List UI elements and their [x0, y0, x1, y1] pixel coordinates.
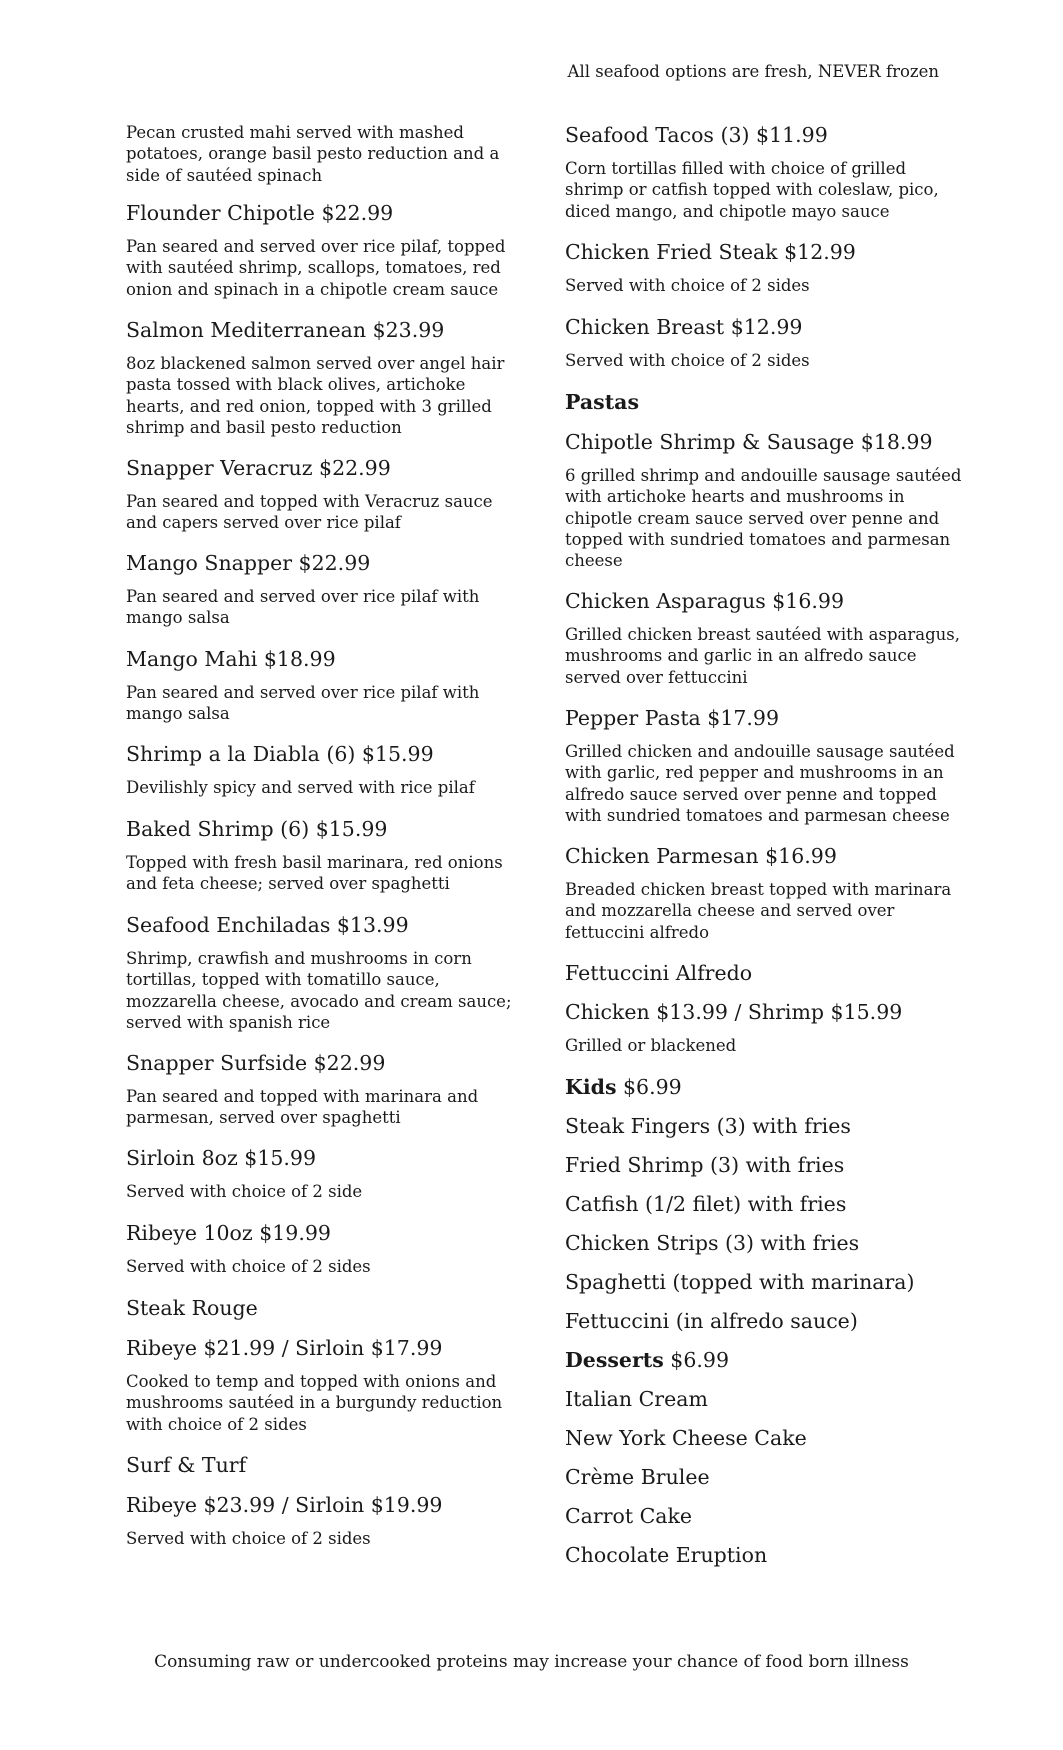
menu-item: [126, 1145, 516, 1202]
menu-item-desc: Grilled chicken breast sautéed with asparagus, mushrooms and garlic in an alfredo sauce served over fettuccini: [565, 625, 961, 687]
menu-item-title: Chicken $13.99 / Shrimp $15.99: [565, 1000, 903, 1024]
menu-item-title: Chipotle Shrimp & Sausage $18.99: [565, 430, 933, 454]
pasta-item: [565, 960, 965, 986]
dessert-item-title: Chocolate Eruption: [565, 1543, 768, 1567]
menu-item-pecan-mahi: [126, 122, 516, 186]
menu-item: [126, 1492, 516, 1549]
menu-item-title: Chicken Breast $12.99: [565, 315, 803, 339]
kids-item: [565, 1308, 965, 1334]
seafood-freshness-note: All seafood options are fresh, NEVER frozen: [567, 62, 939, 81]
dessert-item: [565, 1503, 965, 1529]
menu-item: [126, 646, 516, 725]
menu-item-desc: Pan seared and served over rice pilaf, topped with sautéed shrimp, scallops, tomatoes, red onion and spinach in a chipotle cream sauce: [126, 237, 506, 299]
menu-item-desc: Served with choice of 2 side: [126, 1182, 363, 1201]
menu-item: [126, 550, 516, 629]
menu-item: [126, 1295, 516, 1321]
dessert-item-title: New York Cheese Cake: [565, 1426, 807, 1450]
menu-item-title: Fettuccini Alfredo: [565, 961, 753, 985]
menu-item-desc: Shrimp, crawfish and mushrooms in corn tortillas, topped with tomatillo sauce, mozzarella cheese, avocado and cream sauce; served with spanish rice: [126, 949, 512, 1032]
menu-item-title: Chicken Asparagus $16.99: [565, 589, 844, 613]
menu-item: [126, 1452, 516, 1478]
kids-heading: [565, 1074, 965, 1100]
dessert-item: [565, 1425, 965, 1451]
kids-item-title: Fried Shrimp (3) with fries: [565, 1153, 845, 1177]
kids-item-title: Steak Fingers (3) with fries: [565, 1114, 851, 1138]
menu-item-desc: 8oz blackened salmon served over angel hair pasta tossed with black olives, artichoke hearts, and red onion, topped with 3 grilled shrimp and basil pesto reduction: [126, 354, 505, 437]
menu-item-desc: Served with choice of 2 sides: [565, 276, 810, 295]
menu-item-desc: Served with choice of 2 sides: [126, 1529, 371, 1548]
section-price: $6.99: [670, 1348, 729, 1372]
menu-item-desc: Topped with fresh basil marinara, red onions and feta cheese; served over spaghetti: [126, 853, 503, 894]
menu-item-desc: Cooked to temp and topped with onions and mushrooms sautéed in a burgundy reduction with choice of 2 sides: [126, 1372, 503, 1434]
menu-item-title: Seafood Tacos (3) $11.99: [565, 123, 828, 147]
menu-item-title: Steak Rouge: [126, 1296, 258, 1320]
menu-item-desc: Served with choice of 2 sides: [126, 1257, 371, 1276]
menu-item-desc: Pan seared and topped with Veracruz sauce and capers served over rice pilaf: [126, 492, 493, 533]
kids-item-title: Spaghetti (topped with marinara): [565, 1270, 915, 1294]
menu-item: [126, 317, 516, 438]
menu-item: [565, 122, 965, 222]
menu-item: [126, 455, 516, 534]
menu-item-title: Sirloin 8oz $15.99: [126, 1146, 317, 1170]
menu-item-desc: Grilled chicken and andouille sausage sautéed with garlic, red pepper and mushrooms in an alfredo sauce served over penne and topped with sundried tomatoes and parmesan cheese: [565, 742, 955, 825]
pasta-item: [565, 705, 965, 826]
section-heading: Pastas: [565, 390, 639, 414]
section-heading: Kids: [565, 1075, 617, 1099]
menu-item-desc: Served with choice of 2 sides: [565, 351, 810, 370]
pasta-item: [565, 429, 965, 571]
menu-item-title: Chicken Fried Steak $12.99: [565, 240, 856, 264]
menu-item-title: Ribeye 10oz $19.99: [126, 1221, 331, 1245]
menu-item-desc: Corn tortillas filled with choice of grilled shrimp or catfish topped with coleslaw, pico, diced mango, and chipotle mayo sauce: [565, 159, 939, 221]
menu-item-title: Ribeye $21.99 / Sirloin $17.99: [126, 1336, 443, 1360]
kids-item: [565, 1230, 965, 1256]
section-price: $6.99: [623, 1075, 682, 1099]
menu-item: [126, 912, 516, 1033]
pastas-heading: [565, 389, 965, 415]
menu-item: [126, 741, 516, 798]
menu-item-title: Pepper Pasta $17.99: [565, 706, 780, 730]
pasta-item: [565, 588, 965, 688]
section-heading: Desserts: [565, 1348, 664, 1372]
menu-item-desc: Grilled or blackened: [565, 1036, 737, 1055]
menu-item-title: Surf & Turf: [126, 1453, 247, 1477]
menu-item-desc: Pan seared and served over rice pilaf with mango salsa: [126, 683, 480, 724]
menu-item-title: Flounder Chipotle $22.99: [126, 201, 394, 225]
dessert-item-title: Italian Cream: [565, 1387, 708, 1411]
menu-item-desc: Breaded chicken breast topped with marinara and mozzarella cheese and served over fettuccini alfredo: [565, 880, 952, 942]
pasta-item: [565, 999, 965, 1056]
menu-item-title: Salmon Mediterranean $23.99: [126, 318, 445, 342]
dessert-item-title: Crème Brulee: [565, 1465, 710, 1489]
menu-item-desc: Pan seared and served over rice pilaf with mango salsa: [126, 587, 480, 628]
menu-item-title: Baked Shrimp (6) $15.99: [126, 817, 388, 841]
food-safety-disclaimer: Consuming raw or undercooked proteins may increase your chance of food born illness: [154, 1652, 909, 1672]
menu-item: [126, 1335, 516, 1435]
dessert-item: [565, 1386, 965, 1412]
menu-item-title: Mango Mahi $18.99: [126, 647, 336, 671]
menu-item: [126, 1050, 516, 1129]
kids-item: [565, 1152, 965, 1178]
menu-item-desc: 6 grilled shrimp and andouille sausage sautéed with artichoke hearts and mushrooms in chipotle cream sauce served over penne and topped with sundried tomatoes and parmesan cheese: [565, 466, 962, 571]
menu-item: [565, 314, 965, 371]
dessert-item-title: Carrot Cake: [565, 1504, 693, 1528]
menu-item-title: Shrimp a la Diabla (6) $15.99: [126, 742, 434, 766]
menu-item-title: Seafood Enchiladas $13.99: [126, 913, 409, 937]
desserts-heading: [565, 1347, 965, 1373]
menu-item-title: Snapper Veracruz $22.99: [126, 456, 391, 480]
menu-item-desc: Pan seared and topped with marinara and parmesan, served over spaghetti: [126, 1087, 479, 1128]
menu-item: [565, 239, 965, 296]
kids-item-title: Chicken Strips (3) with fries: [565, 1231, 860, 1255]
menu-item-title: Chicken Parmesan $16.99: [565, 844, 837, 868]
menu-item: [126, 200, 516, 300]
kids-item-title: Catfish (1/2 filet) with fries: [565, 1192, 847, 1216]
menu-item-desc: Pecan crusted mahi served with mashed potatoes, orange basil pesto reduction and a side of sautéed spinach: [126, 123, 500, 185]
dessert-item: [565, 1542, 965, 1568]
menu-item: [126, 816, 516, 895]
menu-item: [126, 1220, 516, 1277]
menu-item-title: Ribeye $23.99 / Sirloin $19.99: [126, 1493, 443, 1517]
kids-item: [565, 1269, 965, 1295]
menu-item-title: Mango Snapper $22.99: [126, 551, 371, 575]
pasta-item: [565, 843, 965, 943]
kids-item: [565, 1113, 965, 1139]
dessert-item: [565, 1464, 965, 1490]
kids-item-title: Fettuccini (in alfredo sauce): [565, 1309, 858, 1333]
menu-item-desc: Devilishly spicy and served with rice pilaf: [126, 778, 475, 797]
menu-item-title: Snapper Surfside $22.99: [126, 1051, 386, 1075]
kids-item: [565, 1191, 965, 1217]
